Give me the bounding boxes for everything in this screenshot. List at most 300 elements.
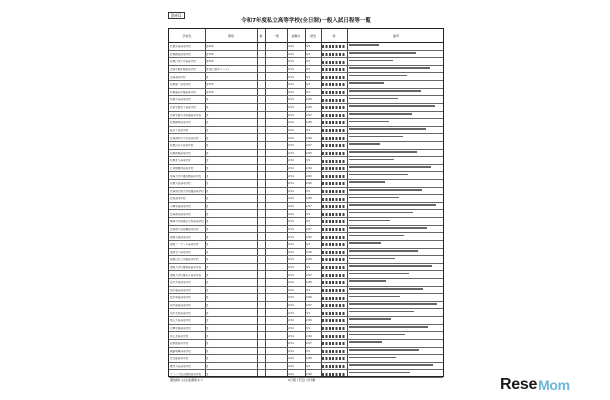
table-row xyxy=(169,43,443,51)
cell-notes xyxy=(349,128,426,130)
cell-dept: 普 xyxy=(206,273,209,277)
table-row xyxy=(169,271,443,279)
cell-school: 函館白百合学園高等学校 xyxy=(170,258,199,262)
cell-check-marks xyxy=(322,258,346,261)
footer-note-left: 通信制には生徒募集あり xyxy=(170,378,204,382)
cell-check-marks xyxy=(322,319,346,322)
cell-exam-date: 2/14 xyxy=(288,349,294,353)
cell-check-marks xyxy=(322,190,346,193)
cell-notes xyxy=(349,250,418,252)
table-row xyxy=(169,211,443,219)
cell-announce: 2/26 xyxy=(306,98,312,102)
cell-notes xyxy=(349,357,396,359)
cell-announce: 3/1 xyxy=(306,243,311,247)
cell-dept: 普 xyxy=(206,212,209,216)
cell-check-marks xyxy=(322,228,346,231)
cell-notes xyxy=(349,197,399,199)
cell-notes xyxy=(349,372,410,374)
cell-school: 函館大学付属柏稜高等学校 xyxy=(170,265,202,269)
cell-dept: 普350 xyxy=(206,83,214,87)
cell-check-marks xyxy=(322,304,346,307)
cell-check-marks xyxy=(322,91,346,94)
cell-exam-date: 2/14 xyxy=(288,334,294,338)
table-row xyxy=(169,119,443,127)
cell-dept: 普 xyxy=(206,227,209,231)
cell-announce: 2/26 xyxy=(306,357,312,361)
table-row xyxy=(169,58,443,66)
cell-dept: 普 xyxy=(206,75,209,79)
cell-exam-date: 2/14 xyxy=(288,296,294,300)
cell-notes xyxy=(349,326,428,328)
cell-announce: 2/26 xyxy=(306,296,312,300)
cell-check-marks xyxy=(322,289,346,292)
cell-announce: 2/26 xyxy=(306,319,312,323)
cell-school: 帯広大谷高等学校 xyxy=(170,319,191,323)
cell-exam-date: 2/14 xyxy=(288,128,294,132)
cell-announce: 2/26 xyxy=(306,258,312,262)
cell-dept: 普 xyxy=(206,288,209,292)
cell-dept: 普 xyxy=(206,136,209,140)
cell-exam-date: 2/14 xyxy=(288,281,294,285)
cell-notes xyxy=(349,258,395,260)
cell-dept: 普 xyxy=(206,357,209,361)
cell-notes xyxy=(349,75,407,77)
table-row xyxy=(169,279,443,287)
cell-exam-date: 2/14 xyxy=(288,265,294,269)
table-row xyxy=(169,89,443,97)
cell-check-marks xyxy=(322,373,346,376)
table-row xyxy=(169,150,443,158)
table-row xyxy=(169,165,443,173)
header-notes: 備考 xyxy=(392,34,399,38)
table-row xyxy=(169,218,443,226)
cell-exam-date: 2/14 xyxy=(288,182,294,186)
cell-dept: 普300 xyxy=(206,52,214,56)
cell-school: 白樺学園高等学校 xyxy=(170,326,191,330)
cell-school: 北照高等学校 xyxy=(170,197,186,201)
cell-notes xyxy=(349,227,427,229)
cell-announce: 2/27 xyxy=(306,342,312,346)
cell-school: 札幌日本大学高等学校 xyxy=(170,60,196,64)
schedule-table xyxy=(168,28,444,377)
cell-school: 釧路明輝高等学校 xyxy=(170,349,191,353)
cell-dept: 普 xyxy=(206,128,209,132)
table-row xyxy=(169,340,443,348)
cell-school: 札幌大谷高等学校 xyxy=(170,182,191,186)
header-dept: 募集 xyxy=(227,34,234,38)
cell-school: 北見藤高等学校 xyxy=(170,357,189,361)
cell-announce: 3/1 xyxy=(306,349,311,353)
cell-announce: 2/26 xyxy=(306,174,312,178)
cell-dept: 普 xyxy=(206,189,209,193)
cell-school: 遺愛女子高等学校 xyxy=(170,250,191,254)
cell-school: 函館大妻高等学校 xyxy=(170,235,191,239)
cell-announce: 3/1 xyxy=(306,90,311,94)
cell-exam-date: 2/14 xyxy=(288,220,294,224)
cell-announce: 2/26 xyxy=(306,372,312,376)
cell-notes xyxy=(349,265,432,267)
cell-exam-date: 2/14 xyxy=(288,144,294,148)
cell-announce: 3/1 xyxy=(306,288,311,292)
cell-check-marks xyxy=(322,182,346,185)
cell-school: 札幌北斗高等学校 xyxy=(170,159,191,163)
cell-dept: 普 xyxy=(206,98,209,102)
cell-exam-date: 2/14 xyxy=(288,159,294,163)
cell-exam-date: 2/14 xyxy=(288,319,294,323)
cell-announce: 3/1 xyxy=(306,212,311,216)
table-row xyxy=(169,355,443,363)
cell-announce: 2/26 xyxy=(306,182,312,186)
cell-dept: 普 xyxy=(206,182,209,186)
cell-check-marks xyxy=(322,342,346,345)
cell-notes xyxy=(349,235,404,237)
cell-check-marks xyxy=(322,45,346,48)
table-row xyxy=(169,309,443,317)
cell-check-marks xyxy=(322,266,346,269)
cell-notes xyxy=(349,334,405,336)
cell-school: クラーク記念国際高等学校 xyxy=(170,372,202,376)
cell-dept: 普(総合進学コース) xyxy=(206,68,229,72)
cell-announce: 2/26 xyxy=(306,197,312,201)
cell-school: 旭川藤星高等学校 xyxy=(170,304,191,308)
cell-exam-date: 2/14 xyxy=(288,136,294,140)
cell-notes xyxy=(349,220,390,222)
table-row xyxy=(169,332,443,340)
cell-exam-date: 2/14 xyxy=(288,106,294,110)
cell-school: 北海道科学大学高等学校 xyxy=(170,136,199,140)
cell-exam-date: 2/14 xyxy=(288,174,294,178)
cell-exam-date: 2/14 xyxy=(288,227,294,231)
cell-school: 旭川志峯高等学校 xyxy=(170,311,191,315)
table-row xyxy=(169,302,443,310)
cell-announce: 3/1 xyxy=(306,75,311,79)
cell-dept: 普 xyxy=(206,174,209,178)
cell-school: 旭川実業高等学校 xyxy=(170,281,191,285)
cell-dept: 普 xyxy=(206,167,209,171)
cell-announce: 2/26 xyxy=(306,235,312,239)
cell-notes xyxy=(349,212,413,214)
cell-announce: 2/26 xyxy=(306,167,312,171)
cell-exam-date: 2/14 xyxy=(288,273,294,277)
table-row xyxy=(169,66,443,74)
cell-notes xyxy=(349,105,435,107)
cell-announce: 3/1 xyxy=(306,60,311,64)
cell-check-marks xyxy=(322,365,346,368)
cell-check-marks xyxy=(322,213,346,216)
cell-notes xyxy=(349,159,394,161)
cell-exam-date: 2/14 xyxy=(288,167,294,171)
cell-exam-date: 2/14 xyxy=(288,83,294,87)
table-row xyxy=(169,142,443,150)
table-row xyxy=(169,112,443,120)
cell-school: 旭川明成高等学校 xyxy=(170,296,191,300)
cell-school: 武修館高等学校 xyxy=(170,342,189,346)
cell-notes xyxy=(349,90,421,92)
cell-announce: 2/26 xyxy=(306,281,312,285)
cell-check-marks xyxy=(322,335,346,338)
cell-announce: 2/27 xyxy=(306,113,312,117)
cell-announce: 3/1 xyxy=(306,68,311,72)
cell-dept: 普 xyxy=(206,205,209,209)
cell-notes xyxy=(349,174,408,176)
cell-dept: 普560 xyxy=(206,60,214,64)
document-label: 資料1 xyxy=(168,12,185,19)
cell-notes xyxy=(349,181,385,183)
cell-school: 北海学園札幌高等学校 xyxy=(170,68,196,72)
table-row xyxy=(169,104,443,112)
cell-check-marks xyxy=(322,152,346,155)
cell-check-marks xyxy=(322,198,346,201)
cell-exam-date: 2/14 xyxy=(288,357,294,361)
cell-dept: 普 xyxy=(206,144,209,148)
table-row xyxy=(169,203,443,211)
logo-text-mom: Mom xyxy=(538,377,570,393)
cell-notes xyxy=(349,242,381,244)
table-row xyxy=(169,363,443,371)
table-row xyxy=(169,157,443,165)
cell-check-marks xyxy=(322,121,346,124)
header-school: 学校名 xyxy=(182,34,192,38)
cell-announce: 3/1 xyxy=(306,326,311,330)
cell-announce: 3/1 xyxy=(306,128,311,132)
cell-check-marks xyxy=(322,243,346,246)
table-body xyxy=(169,43,443,376)
table-row xyxy=(169,134,443,142)
table-row xyxy=(169,370,443,378)
cell-notes xyxy=(349,60,393,62)
cell-check-marks xyxy=(322,350,346,353)
cell-announce: 3/1 xyxy=(306,45,311,49)
cell-announce: 3/1 xyxy=(306,311,311,315)
cell-dept: 普 xyxy=(206,121,209,125)
document-title: 令和7年度私立高等学校(全日制)一般入試日程等一覧 xyxy=(241,18,371,24)
cell-school: 札幌光星高等学校 xyxy=(170,45,191,49)
cell-school: 札幌第一高等学校 xyxy=(170,83,191,87)
cell-notes xyxy=(349,318,391,320)
table-row xyxy=(169,287,443,295)
cell-notes xyxy=(349,273,409,275)
cell-dept: 普 xyxy=(206,197,209,201)
resemom-logo xyxy=(500,374,570,396)
cell-check-marks xyxy=(322,99,346,102)
cell-notes xyxy=(349,52,416,54)
cell-school: 函館ラ・サール高等学校 xyxy=(170,243,199,247)
cell-notes xyxy=(349,98,398,100)
cell-notes xyxy=(349,204,436,206)
cell-school: 北星学園女子高等学校 xyxy=(170,106,196,110)
header-special: 特 xyxy=(332,34,336,38)
document-footer xyxy=(168,378,444,388)
cell-announce: 3/1 xyxy=(306,265,311,269)
cell-announce: 2/26 xyxy=(306,121,312,125)
cell-check-marks xyxy=(322,297,346,300)
cell-dept: 普 xyxy=(206,342,209,346)
table-row xyxy=(169,348,443,356)
cell-notes xyxy=(349,280,386,282)
cell-school: 藤女子高等学校 xyxy=(170,128,189,132)
cell-announce: 2/26 xyxy=(306,106,312,110)
cell-school: 函館大学付属有斗高等学校 xyxy=(170,273,202,277)
table-row xyxy=(169,256,443,264)
cell-exam-date: 2/14 xyxy=(288,258,294,262)
cell-announce: 2/27 xyxy=(306,144,312,148)
cell-notes xyxy=(349,143,380,145)
cell-exam-date: 2/14 xyxy=(288,60,294,64)
document-page xyxy=(168,12,444,390)
cell-dept: 普 xyxy=(206,265,209,269)
cell-school: 北海道大谷室蘭高等学校 xyxy=(170,227,199,231)
cell-dept: 普 xyxy=(206,281,209,285)
cell-dept: 普 xyxy=(206,113,209,117)
cell-school: 札幌龍谷学園高等学校 xyxy=(170,90,196,94)
table-row xyxy=(169,51,443,59)
cell-dept: 普 xyxy=(206,159,209,163)
table-row xyxy=(169,294,443,302)
cell-dept: 普 xyxy=(206,258,209,262)
cell-notes xyxy=(349,121,389,123)
cell-dept: 普 xyxy=(206,151,209,155)
cell-announce: 2/26 xyxy=(306,250,312,254)
cell-notes xyxy=(349,136,403,138)
cell-notes xyxy=(349,189,422,191)
cell-dept: 普 xyxy=(206,304,209,308)
header-rec: 推 xyxy=(259,34,263,38)
table-row xyxy=(169,81,443,89)
cell-announce: 2/27 xyxy=(306,304,312,308)
cell-dept: 普 xyxy=(206,349,209,353)
cell-check-marks xyxy=(322,137,346,140)
cell-exam-date: 2/14 xyxy=(288,372,294,376)
cell-dept: 普450 xyxy=(206,45,214,49)
table-row xyxy=(169,180,443,188)
cell-announce: 2/27 xyxy=(306,273,312,277)
cell-exam-date: 2/14 xyxy=(288,304,294,308)
table-row xyxy=(169,325,443,333)
cell-exam-date: 2/14 xyxy=(288,151,294,155)
cell-exam-date: 2/14 xyxy=(288,235,294,239)
table-row xyxy=(169,127,443,135)
cell-announce: 3/1 xyxy=(306,52,311,56)
table-row xyxy=(169,317,443,325)
cell-check-marks xyxy=(322,76,346,79)
table-row xyxy=(169,241,443,249)
cell-notes xyxy=(349,151,417,153)
cell-notes xyxy=(349,296,400,298)
cell-notes xyxy=(349,364,433,366)
cell-exam-date: 2/14 xyxy=(288,205,294,209)
cell-school: 稚内大谷高等学校 xyxy=(170,364,191,368)
cell-check-marks xyxy=(322,68,346,71)
cell-notes xyxy=(349,113,412,115)
cell-school: 札幌創成高等学校 xyxy=(170,52,191,56)
cell-exam-date: 2/14 xyxy=(288,121,294,125)
cell-dept: 普 xyxy=(206,250,209,254)
cell-dept: 普 xyxy=(206,372,209,376)
cell-dept: 普240 xyxy=(206,90,214,94)
cell-school: 札幌静修高等学校 xyxy=(170,121,191,125)
cell-announce: 2/27 xyxy=(306,227,312,231)
table-row xyxy=(169,73,443,81)
cell-school: 札幌大谷高等学校 xyxy=(170,98,191,102)
cell-exam-date: 2/14 xyxy=(288,288,294,292)
logo-text-rese: Rese xyxy=(500,376,538,393)
cell-exam-date: 2/14 xyxy=(288,250,294,254)
table-row xyxy=(169,96,443,104)
cell-exam-date: 2/14 xyxy=(288,212,294,216)
table-row xyxy=(169,249,443,257)
cell-check-marks xyxy=(322,114,346,117)
cell-announce: 2/26 xyxy=(306,151,312,155)
cell-school: 駒澤大学附属苫小牧高等学校 xyxy=(170,220,204,224)
table-row xyxy=(169,226,443,234)
cell-notes xyxy=(349,303,437,305)
cell-school: 帯広北高等学校 xyxy=(170,334,189,338)
cell-check-marks xyxy=(322,312,346,315)
header-general: 一般 xyxy=(272,34,279,38)
cell-check-marks xyxy=(322,220,346,223)
cell-check-marks xyxy=(322,106,346,109)
cell-announce: 3/1 xyxy=(306,364,311,368)
cell-check-marks xyxy=(322,327,346,330)
cell-school: 立命館慶祥高等学校 xyxy=(170,167,194,171)
cell-exam-date: 2/14 xyxy=(288,52,294,56)
cell-announce: 2/27 xyxy=(306,205,312,209)
cell-check-marks xyxy=(322,236,346,239)
cell-announce: 3/1 xyxy=(306,83,311,87)
cell-school: 旭川龍谷高等学校 xyxy=(170,288,191,292)
cell-check-marks xyxy=(322,61,346,64)
cell-school: 東海大学付属札幌高等学校 xyxy=(170,174,202,178)
cell-check-marks xyxy=(322,251,346,254)
cell-announce: 3/1 xyxy=(306,189,311,193)
cell-check-marks xyxy=(322,129,346,132)
cell-check-marks xyxy=(322,53,346,56)
cell-check-marks xyxy=(322,160,346,163)
cell-announce: 2/26 xyxy=(306,334,312,338)
cell-notes xyxy=(349,341,382,343)
cell-exam-date: 2/14 xyxy=(288,189,294,193)
cell-announce: 2/26 xyxy=(306,136,312,140)
cell-dept: 普 xyxy=(206,235,209,239)
cell-notes xyxy=(349,288,423,290)
cell-check-marks xyxy=(322,144,346,147)
cell-check-marks xyxy=(322,167,346,170)
cell-exam-date: 2/14 xyxy=(288,311,294,315)
table-row xyxy=(169,172,443,180)
table-row xyxy=(169,264,443,272)
cell-school: 北海道文教大学附属高等学校 xyxy=(170,189,204,193)
table-row xyxy=(169,188,443,196)
cell-exam-date: 2/14 xyxy=(288,364,294,368)
cell-exam-date: 2/14 xyxy=(288,98,294,102)
cell-exam-date: 2/14 xyxy=(288,243,294,247)
cell-notes xyxy=(349,166,431,168)
cell-exam-date: 2/14 xyxy=(288,197,294,201)
cell-dept: 普 xyxy=(206,319,209,323)
table-header xyxy=(169,29,443,43)
cell-exam-date: 2/14 xyxy=(288,68,294,72)
cell-dept: 普 xyxy=(206,296,209,300)
cell-check-marks xyxy=(322,175,346,178)
cell-check-marks xyxy=(322,205,346,208)
cell-announce: 3/1 xyxy=(306,159,311,163)
cell-dept: 普 xyxy=(206,106,209,110)
cell-notes xyxy=(349,349,419,351)
cell-exam-date: 2/14 xyxy=(288,113,294,117)
table-row xyxy=(169,233,443,241)
header-exam-date: 試験日 xyxy=(291,34,301,38)
cell-notes xyxy=(349,82,384,84)
